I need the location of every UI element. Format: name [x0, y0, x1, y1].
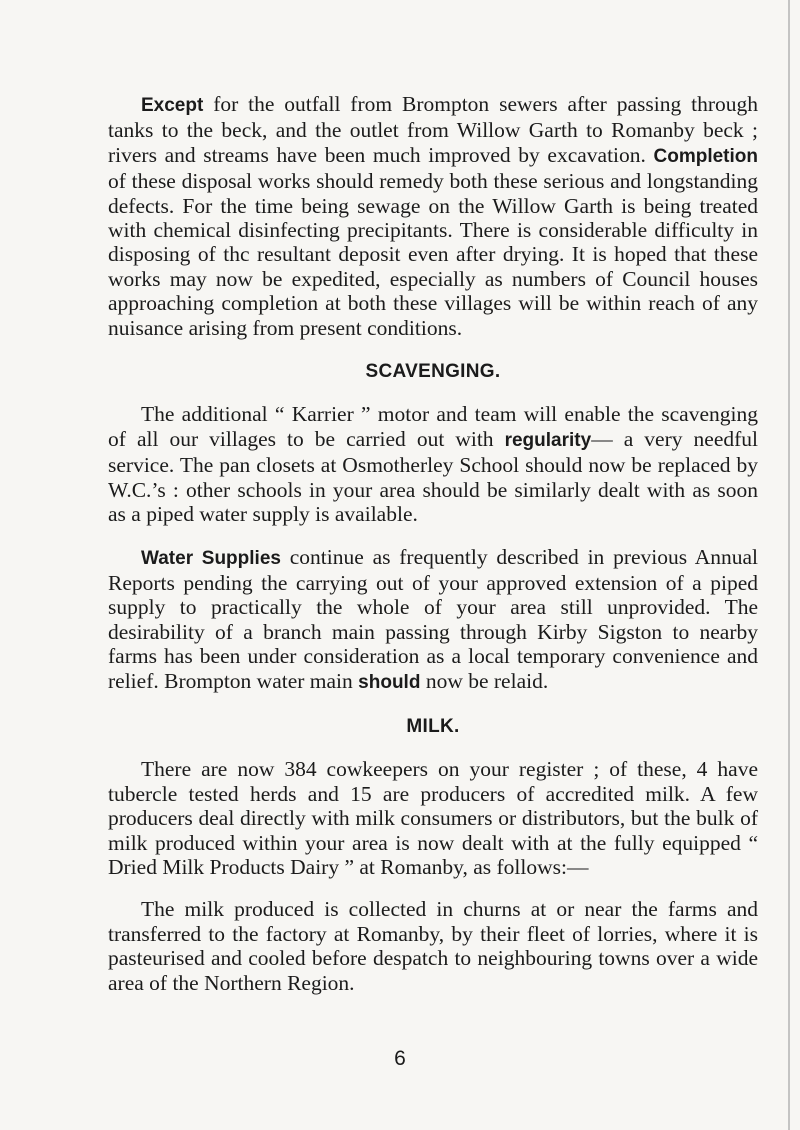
paragraph-milk-collection: The milk produced is collected in churns at or near the farms and transferred to the factory at Romanby, by their fleet of lorries, where it is pasteurised and cooled before despatch to neighbouring towns over a wide area of the Northern Region.: [108, 897, 758, 995]
bold-lead-water-supplies: Water Supplies: [141, 547, 281, 569]
paragraph-text: The additional “ Karrier ” motor and team will enable the scavenging of all our villages to be carried out with: [108, 402, 758, 451]
bold-word-regularity: regularity: [504, 429, 592, 451]
paragraph-text: now be relaid.: [420, 668, 549, 693]
paragraph-water-supplies: [108, 545, 758, 695]
paragraph-text: of these disposal works should remedy both these serious and longstanding defects. For the time being sewage on the Willow Garth is being treated with chemical disinfecting precipitants. There is considerable difficulty in disposing of thc resultant deposit even after drying. It is hoped that these works may now be expedited, especially as numbers of Council houses approaching completion at both these villages will be within reach of any nuisance arising from present conditions.: [108, 169, 758, 340]
paragraph-text: continue as frequently described in previous Annual Reports pending the carrying out of your approved extension of a piped supply to practically the whole of your area still unprovided. The desirability of a branch main passing through Kirby Sigston to nearby farms has been under consideration as a local temporary convenience and relief. Brompton water main: [108, 544, 759, 693]
bold-lead-completion: Completion: [653, 145, 758, 167]
bold-word-should: should: [358, 671, 421, 693]
document-body: [108, 92, 758, 995]
paragraph-text: for the outfall from Brompton sewers after passing through tanks to the beck, and the outlet from Willow Garth to Romanby beck ; rivers and streams have been much improved by excavation.: [108, 92, 758, 167]
bold-lead-except: Except: [141, 95, 204, 116]
section-heading-milk: MILK.: [406, 715, 460, 737]
paragraph-text: — a very needful service. The pan closets at Osmotherley School should now be replaced by W.C.’s : other schools in your area should be similarly dealt with as soon as a piped water supply is available.: [108, 426, 758, 527]
paragraph-scavenging: [108, 402, 758, 526]
paragraph-cowkeepers: There are now 384 cowkeepers on your register ; of these, 4 have tubercle tested herds and 15 are producers of accredited milk. A few producers deal directly with milk consumers or distributors, but the bulk of milk produced within your area is now dealt with at the fully equipped “ Dried Milk Products Dairy ” at Romanby, as follows:—: [108, 757, 758, 879]
paragraph-sewers: [108, 92, 758, 340]
page-edge-line: [788, 0, 790, 1130]
section-heading-scavenging: SCAVENGING.: [365, 361, 501, 383]
page-number: 6: [394, 1047, 406, 1070]
